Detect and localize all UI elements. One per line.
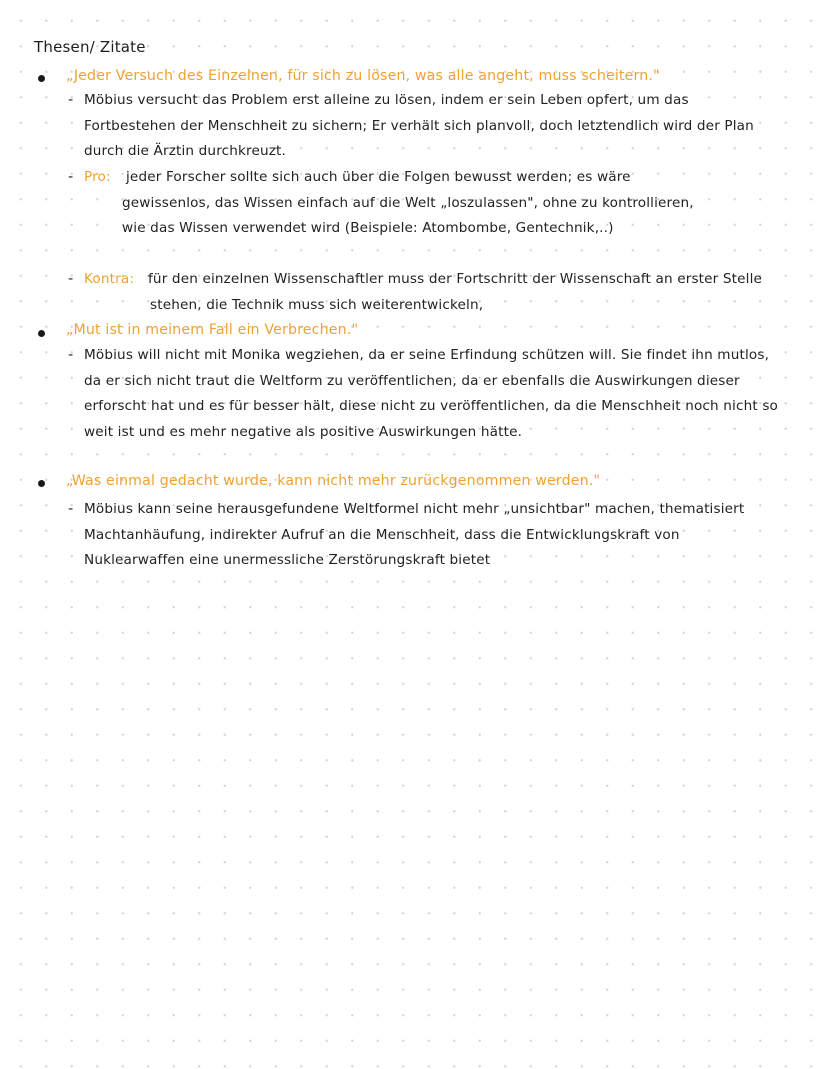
pro-text: jeder Forscher sollte sich auch über die Folgen bewusst werden; es wäre gewissenlos, das Wissen einfach auf die Welt „loszulassen", ohne zu kontrollieren, wie das Wissen verwendet wird (Beispiele: Atombombe, Gentechnik,..) [122,169,694,236]
dash-marker: - [68,501,74,517]
thesis-quote: „Mut ist in meinem Fall ein Verbrechen." [66,322,359,338]
thesis-quote: „Was einmal gedacht wurde, kann nicht mehr zurückgenommen werden." [66,473,601,489]
thesis-explanation: Möbius versucht das Problem erst alleine zu lösen, indem er sein Leben opfert, um das Fortbestehen der Menschheit zu sichern; Er verhält sich planvoll, doch letztendlich wird der Plan durch die Ärztin durchkreuzt. [84,92,754,159]
thesis-quote: „Jeder Versuch des Einzelnen, für sich zu lösen, was alle angeht, muss scheitern." [66,68,660,84]
contra-text: für den einzelnen Wissenschaftler muss der Fortschritt der Wissenschaft an erster Stelle stehen, die Technik muss sich weiterentwickeln, [148,271,763,313]
bullet-point [38,330,45,337]
bullet-point [38,75,45,82]
dash-marker: - [68,347,74,363]
contra-label: Kontra: [84,271,135,287]
thesis-explanation: Möbius will nicht mit Monika wegziehen, da er seine Erfindung schützen will. Sie findet ihn mutlos, da er sich nicht traut die Weltform zu veröffentlichen, da er ebenfalls die Auswirkungen dieser erforscht hat und es für besser hält, diese nicht zu veröffentlichen, da die Menschheit noch nicht so weit ist und es mehr negative als positive Auswirkungen hätte. [84,347,779,440]
dash-marker: - [68,92,74,108]
dash-marker: - [68,271,74,287]
dash-marker: - [68,169,74,185]
bullet-point [38,480,45,487]
page-title: Thesen/ Zitate [34,38,146,56]
thesis-explanation: Möbius kann seine herausgefundene Weltformel nicht mehr „unsichtbar" machen, thematisiert Machtanhäufung, indirekter Aufruf an die Menschheit, dass die Entwicklungskraft von Nuklearwaffen eine unermessliche Zerstörungskraft bietet [84,501,745,568]
pro-label: Pro: [84,169,111,185]
